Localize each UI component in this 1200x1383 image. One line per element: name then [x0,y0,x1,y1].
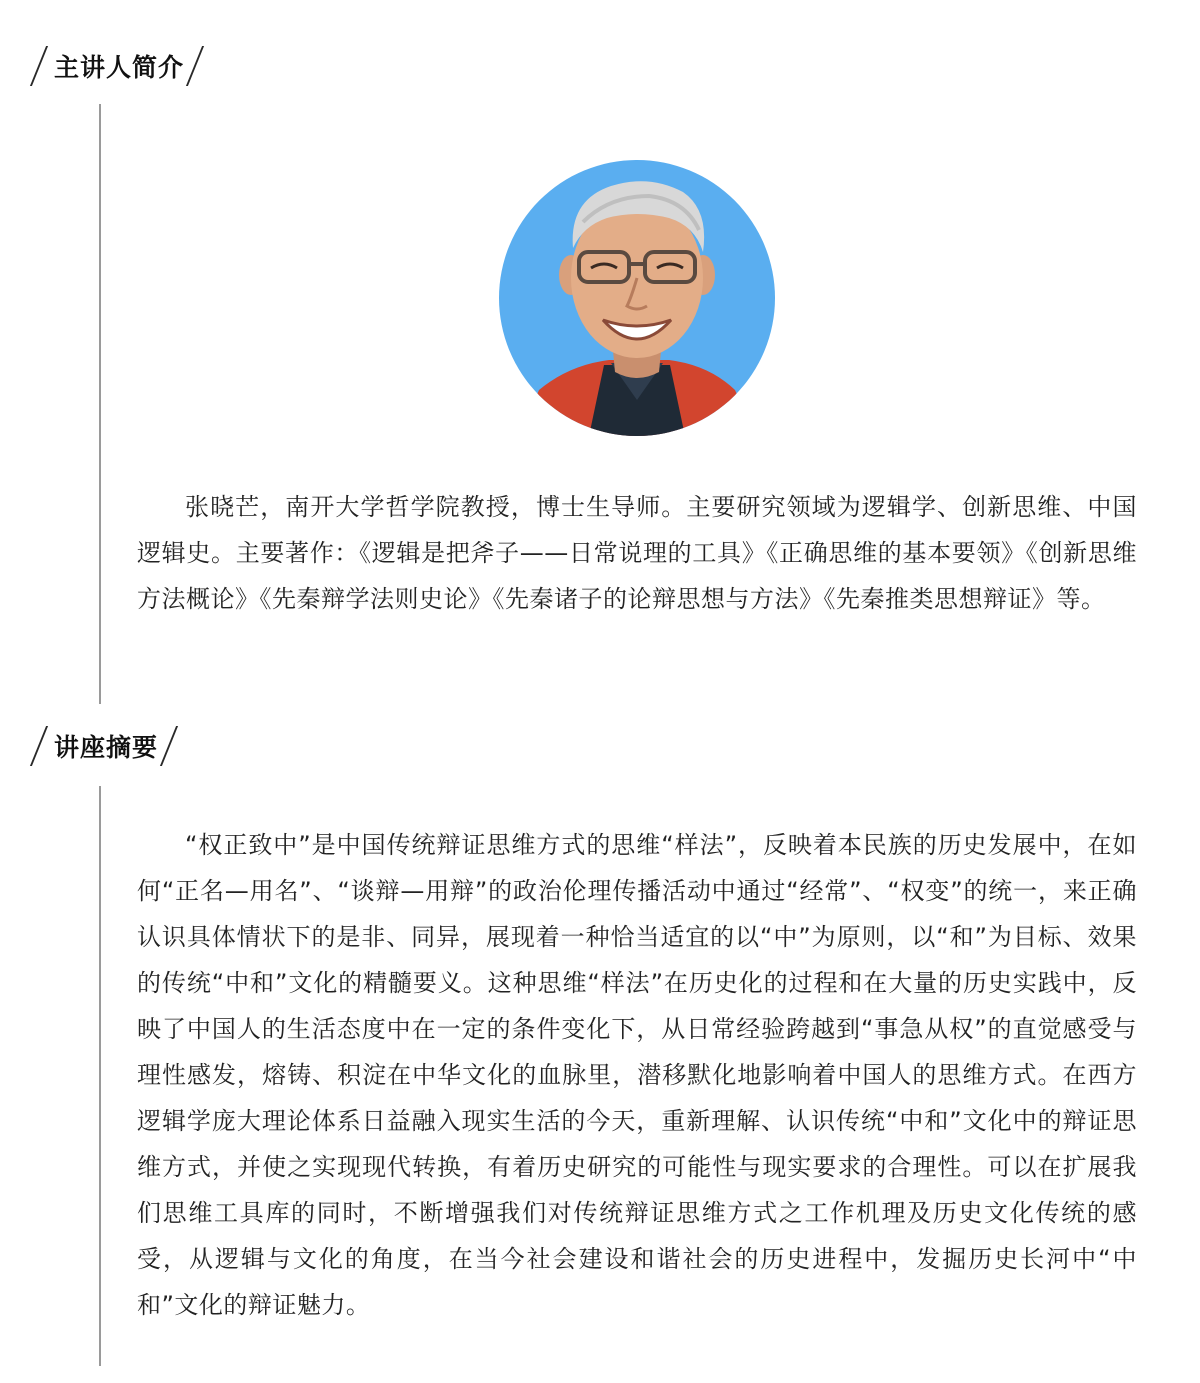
lecture-abstract-heading [30,724,170,768]
slash-decoration [30,726,48,766]
speaker-portrait [499,160,775,436]
slash-decoration [186,46,204,86]
section-rule-line [99,786,101,1366]
slash-decoration [160,726,178,766]
speaker-intro-heading [30,44,196,88]
speaker-intro-title: 主讲人简介 [54,53,185,82]
speaker-bio-paragraph: 张晓芒，南开大学哲学院教授，博士生导师。主要研究领域为逻辑学、创新思维、中国逻辑史。主要著作：《逻辑是把斧子——日常说理的工具》《正确思维的基本要领》《创新思维方法概论》《先秦辩学法则史论》《先秦诸子的论辩思想与方法》《先秦推类思想辩证》等。 [137,493,1137,613]
lecture-abstract-title: 讲座摘要 [54,733,159,762]
speaker-portrait-illustration [499,160,775,436]
section-rule-line [99,104,101,704]
slash-decoration [30,46,48,86]
lecture-abstract-paragraph: “权正致中”是中国传统辩证思维方式的思维“样法”，反映着本民族的历史发展中，在如何“正名—用名”、“谈辩—用辩”的政治伦理传播活动中通过“经常”、“权变”的统一，来正确认识具体情状下的是非、同异，展现着一种恰当适宜的以“中”为原则，以“和”为目标、效果的传统“中和”文化的精髓要义。这种思维“样法”在历史化的过程和在大量的历史实践中，反映了中国人的生活态度中在一定的条件变化下，从日常经验跨越到“事急从权”的直觉感受与理性感发，熔铸、积淀在中华文化的血脉里，潜移默化地影响着中国人的思维方式。在西方逻辑学庞大理论体系日益融入现实生活的今天，重新理解、认识传统“中和”文化中的辩证思维方式，并使之实现现代转换，有着历史研究的可能性与现实要求的合理性。可以在扩展我们思维工具库的同时，不断增强我们对传统辩证思维方式之工作机理及历史文化传统的感受，从逻辑与文化的角度，在当今社会建设和谐社会的历史进程中，发掘历史长河中“中和”文化的辩证魅力。 [137,831,1137,1319]
